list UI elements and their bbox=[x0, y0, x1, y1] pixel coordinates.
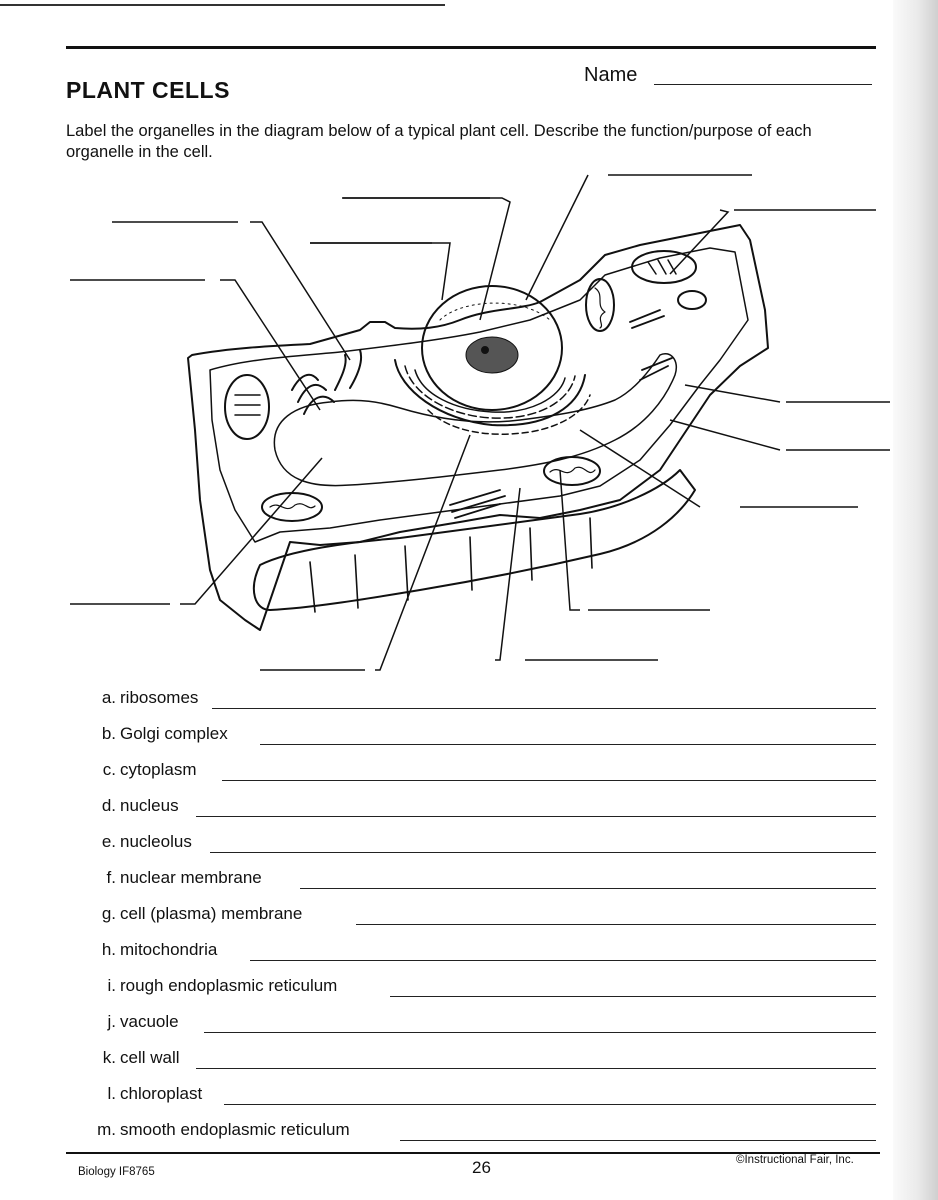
item-term: mitochondria bbox=[120, 940, 218, 959]
item-term: cell (plasma) membrane bbox=[120, 904, 303, 923]
answer-line[interactable] bbox=[390, 996, 876, 997]
item-letter: f. bbox=[106, 868, 116, 887]
footer-copyright: ©Instructional Fair, Inc. bbox=[736, 1154, 854, 1166]
item-term: vacuole bbox=[120, 1012, 179, 1031]
answer-line[interactable] bbox=[222, 780, 876, 781]
list-item bbox=[60, 938, 890, 968]
item-letter: k. bbox=[102, 1048, 116, 1067]
page-title: PLANT CELLS bbox=[66, 77, 230, 103]
list-item bbox=[60, 1082, 890, 1112]
chloroplast-left bbox=[225, 375, 269, 439]
answer-line[interactable] bbox=[204, 1032, 876, 1033]
nucleolus bbox=[466, 337, 518, 373]
name-field bbox=[584, 64, 874, 92]
list-item bbox=[60, 866, 890, 896]
answer-line[interactable] bbox=[300, 888, 876, 889]
item-term: chloroplast bbox=[120, 1084, 203, 1103]
item-letter: b. bbox=[101, 724, 116, 743]
list-item bbox=[60, 686, 890, 716]
item-term: Golgi complex bbox=[120, 724, 228, 743]
name-blank-line[interactable] bbox=[654, 84, 872, 85]
footer-book-code: Biology IF8765 bbox=[78, 1166, 155, 1178]
cell-membrane-outline bbox=[210, 248, 748, 542]
instructions-text: Label the organelles in the diagram below of a typical plant cell. Describe the function/purpose of each organelle in the cell. bbox=[66, 122, 812, 161]
answer-line[interactable] bbox=[400, 1140, 876, 1141]
list-item bbox=[60, 1046, 890, 1076]
answer-line[interactable] bbox=[224, 1104, 876, 1105]
list-item bbox=[60, 1118, 890, 1148]
item-term: nuclear membrane bbox=[120, 868, 262, 887]
golgi-complex bbox=[292, 375, 334, 414]
footer-page-number: 26 bbox=[472, 1158, 491, 1177]
item-term: nucleus bbox=[120, 796, 179, 815]
list-item bbox=[60, 902, 890, 932]
answer-line[interactable] bbox=[250, 960, 876, 961]
item-term: nucleolus bbox=[120, 832, 192, 851]
scan-edge-line bbox=[0, 4, 445, 6]
list-item bbox=[60, 758, 890, 788]
item-term: cell wall bbox=[120, 1048, 180, 1067]
item-term: cytoplasm bbox=[120, 760, 197, 779]
plant-cell-diagram bbox=[60, 170, 900, 680]
item-letter: e. bbox=[101, 832, 116, 851]
cell-wall-outline bbox=[188, 225, 768, 630]
item-letter: g. bbox=[101, 904, 116, 923]
item-letter: m. bbox=[97, 1120, 116, 1139]
item-term: smooth endoplasmic reticulum bbox=[120, 1120, 350, 1139]
item-letter: d. bbox=[101, 796, 116, 815]
item-letter: l. bbox=[107, 1084, 116, 1103]
answer-line[interactable] bbox=[196, 816, 876, 817]
item-letter: c. bbox=[102, 760, 116, 779]
answer-line[interactable] bbox=[196, 1068, 876, 1069]
item-letter: h. bbox=[101, 940, 116, 959]
answer-line[interactable] bbox=[260, 744, 876, 745]
item-letter: a. bbox=[101, 688, 116, 707]
item-letter: i. bbox=[107, 976, 116, 995]
cell-wall-front bbox=[254, 470, 695, 610]
list-item bbox=[60, 722, 890, 752]
answer-line[interactable] bbox=[212, 708, 876, 709]
list-item bbox=[60, 1010, 890, 1040]
item-letter: j. bbox=[107, 1012, 116, 1031]
item-term: ribosomes bbox=[120, 688, 199, 707]
top-rule bbox=[66, 46, 876, 49]
answer-line[interactable] bbox=[210, 852, 876, 853]
item-term: rough endoplasmic reticulum bbox=[120, 976, 338, 995]
answer-line[interactable] bbox=[356, 924, 876, 925]
list-item bbox=[60, 974, 890, 1004]
list-item bbox=[60, 830, 890, 860]
vacuole bbox=[274, 354, 676, 486]
name-label: Name bbox=[584, 64, 638, 86]
list-item bbox=[60, 794, 890, 824]
